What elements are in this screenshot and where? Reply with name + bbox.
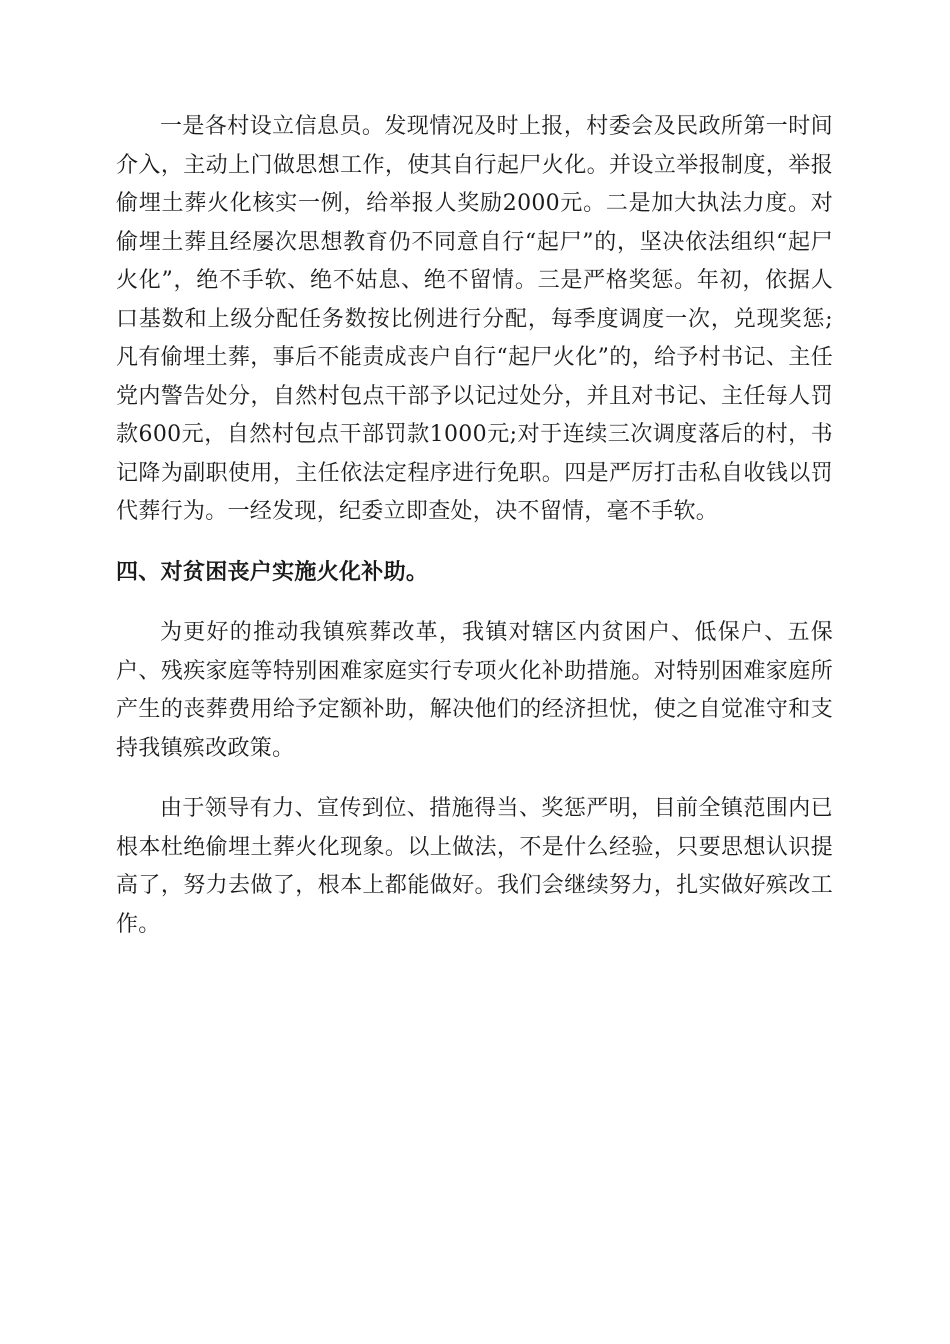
paragraph-subsidy: 为更好的推动我镇殡葬改革，我镇对辖区内贫困户、低保户、五保户、残疾家庭等特别困难家庭实行专项火化补助措施。对特别困难家庭所产生的丧葬费用给予定额补助，解决他们的经济担忧，使之自觉准守和支持我镇殡改政策。: [116, 620, 833, 761]
paragraph-conclusion: 由于领导有力、宣传到位、措施得当、奖惩严明，目前全镇范围内已根本杜绝偷埋土葬火化现象。以上做法，不是什么经验，只要思想认识提高了，努力去做了，根本上都能做好。我们会继续努力，扎实做好殡改工作。: [116, 796, 833, 937]
document-page: [116, 108, 833, 966]
paragraph-measures: 一是各村设立信息员。发现情况及时上报，村委会及民政所第一时间介入，主动上门做思想工作，使其自行起尸火化。并设立举报制度，举报偷埋土葬火化核实一例，给举报人奖励2000元。二是加大执法力度。对偷埋土葬且经屡次思想教育仍不同意自行“起尸”的，坚决依法组织“起尸火化”，绝不手软、绝不姑息、绝不留情。三是严格奖惩。年初，依据人口基数和上级分配任务数按比例进行分配，每季度调度一次，兑现奖惩;凡有偷埋土葬，事后不能责成丧户自行“起尸火化”的，给予村书记、主任党内警告处分，自然村包点干部予以记过处分，并且对书记、主任每人罚款600元，自然村包点干部罚款1000元;对于连续三次调度落后的村，书记降为副职使用，主任依法定程序进行免职。四是严厉打击私自收钱以罚代葬行为。一经发现，纪委立即查处，决不留情，毫不手软。: [116, 114, 833, 524]
section-heading-4: 四、对贫困丧户实施火化补助。: [116, 559, 429, 585]
